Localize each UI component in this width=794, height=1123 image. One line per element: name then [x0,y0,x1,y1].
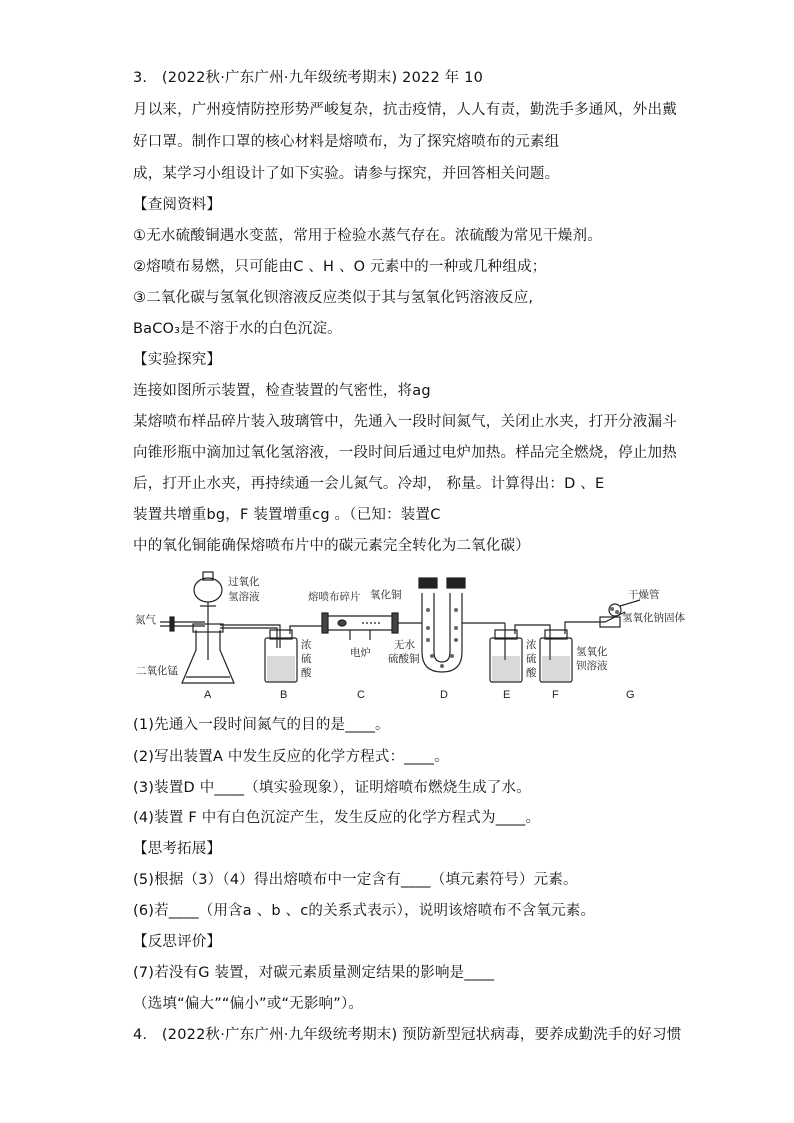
label-h2so4-e1: 浓 [526,639,537,651]
text-line-6: ①无水硫酸铜遇水变蓝，常用于检验水蒸气存在。浓硫酸为常见干燥剂。 [133,228,602,244]
caption-d: D [440,689,448,701]
question-6: (6)若____（用含a 、b 、c的关系式表示），说明该熔喷布不含氧元素。 [133,903,596,919]
text-line-8: ③二氧化碳与氢氧化钡溶液反应类似于其与氢氧化钙溶液反应, [133,290,534,306]
text-line-9: BaCO₃是不溶于水的白色沉淀。 [133,321,342,337]
question-1: (1)先通入一段时间氮气的目的是____。 [133,717,390,733]
section-heading: 【查阅资料】 [133,197,222,213]
text-line-15: 装置共增重bg，F 装置增重cg 。（已知：装置C [133,507,441,523]
label-h2so4-b1: 浓 [301,639,312,651]
label-cuso4-1: 无水 [394,639,415,651]
label-h2o2-1: 过氧化 [228,576,260,588]
text-line-12: 某熔喷布样品碎片装入玻璃管中，先通入一段时间氮气，关闭止水夹，打开分液漏斗 [133,414,677,430]
caption-b: B [280,689,288,701]
label-n2: 氮气 [135,614,156,626]
label-baoh-1: 氢氧化 [576,646,608,658]
label-sample: 熔喷布碎片 [308,591,361,603]
caption-g: G [626,689,635,701]
text-line-11: 连接如图所示装置，检查装置的气密性，将ag [133,383,431,399]
label-h2so4-e3: 酸 [526,667,537,679]
label-cuso4-2: 硫酸铜 [388,653,420,665]
question-7: (7)若没有G 装置，对碳元素质量测定结果的影响是____ [133,965,495,981]
caption-a: A [204,689,212,701]
section-heading: 【思考拓展】 [133,841,222,857]
label-mno2: 二氧化锰 [136,665,178,677]
caption-f: F [552,689,559,701]
section-heading: 【实验探究】 [133,352,222,368]
question-5: (5)根据（3）（4）得出熔喷布中一定含有____（填元素符号）元素。 [133,872,578,888]
label-h2o2-2: 氢溶液 [228,591,260,603]
label-naoh: 氢氧化钠固体 [622,612,685,624]
label-dryer: 干燥管 [628,589,660,601]
text-line-13: 向锥形瓶中滴加过氧化氢溶液，一段时间后通过电炉加热。样品完全燃烧，停止加热 [133,445,677,461]
text-line-2: 月以来，广州疫情防控形势严峻复杂，抗击疫情，人人有责，勤洗手多通风，外出戴 [133,102,677,118]
text-line-next-question: 4. (2022秋·广东广州·九年级统考期末) 预防新型冠状病毒，要养成勤洗手的好习惯 [133,1027,682,1043]
label-h2so4-b3: 酸 [301,667,312,679]
question-7-options: （选填“偏大”“偏小”或“无影响”）。 [133,996,364,1012]
text-line-16: 中的氧化铜能确保熔喷布片中的碳元素完全转化为二氧化碳） [133,538,530,554]
question-3: (3)装置D 中____（填实验现象），证明熔喷布燃烧生成了水。 [133,780,531,796]
question-2: (2)写出装置A 中发生反应的化学方程式：____。 [133,749,449,765]
caption-c: C [357,689,365,701]
text-line-14: 后，打开止水夹，再持续通一会儿氮气。冷却， 称量。计算得出：D 、E [133,476,605,492]
text-line-7: ②熔喷布易燃，只可能由C 、H 、O 元素中的一种或几种组成； [133,259,547,275]
label-baoh-2: 钡溶液 [576,660,608,672]
caption-e: E [503,689,511,701]
label-cuo: 氧化铜 [370,589,402,601]
label-furnace: 电炉 [350,647,371,659]
section-heading: 【反思评价】 [133,934,222,950]
label-h2so4-b2: 硫 [301,653,312,665]
text-line-3: 好口罩。制作口罩的核心材料是熔喷布，为了探究熔喷布的元素组 [133,134,560,150]
label-h2so4-e2: 硫 [526,653,537,665]
question-4: (4)装置 F 中有白色沉淀产生，发生反应的化学方程式为____。 [133,810,541,826]
text-line-4: 成，某学习小组设计了如下实验。请参与探究，并回答相关问题。 [133,166,560,182]
text-line-1: 3. (2022秋·广东广州·九年级统考期末) 2022 年 10 [133,70,484,86]
